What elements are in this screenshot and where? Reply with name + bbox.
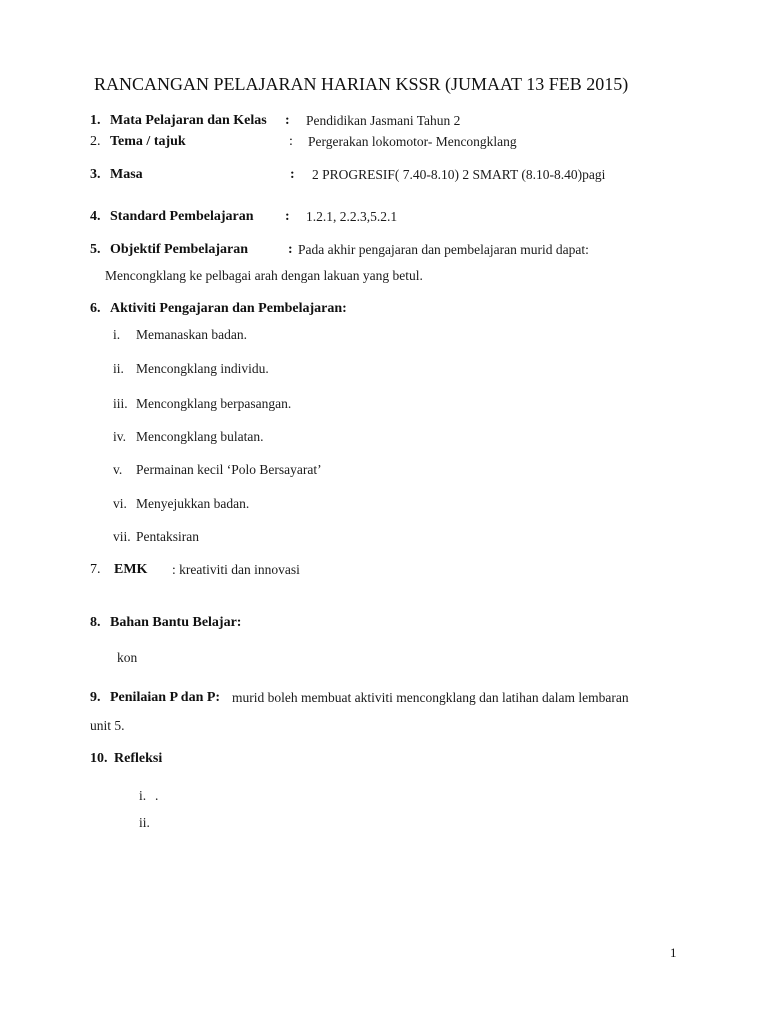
item-9-value: murid boleh membuat aktiviti mencongklang dan latihan dalam lembaran xyxy=(232,690,629,705)
activity-step-numeral: vi. xyxy=(113,496,127,511)
item-7-number: 7. xyxy=(90,562,101,577)
item-1-label: Mata Pelajaran dan Kelas xyxy=(110,113,267,128)
activity-step-text: Mencongklang individu. xyxy=(136,361,269,376)
activity-step-numeral: ii. xyxy=(113,361,124,376)
item-1-number: 1. xyxy=(90,113,101,128)
item-4-colon: : xyxy=(285,209,290,224)
activity-step-text: Menyejukkan badan. xyxy=(136,496,250,511)
item-3-colon: : xyxy=(290,167,295,182)
item-9-label: Penilaian P dan P: xyxy=(110,690,221,705)
reflection-numeral: i. xyxy=(139,788,147,803)
item-9-number: 9. xyxy=(90,690,101,705)
item-5-colon: : xyxy=(288,242,293,257)
item-6-label: Aktiviti Pengajaran dan Pembelajaran: xyxy=(110,301,347,316)
activity-step-numeral: vii. xyxy=(113,529,131,544)
item-5-continuation: Mencongklang ke pelbagai arah dengan lakuan yang betul. xyxy=(105,268,423,283)
reflection-numeral: ii. xyxy=(139,815,150,830)
item-2-label: Tema / tajuk xyxy=(110,134,186,149)
activity-step-text: Pentaksiran xyxy=(136,529,199,544)
item-1-value: Pendidikan Jasmani Tahun 2 xyxy=(306,113,461,128)
item-4-label: Standard Pembelajaran xyxy=(110,209,254,224)
item-3-label: Masa xyxy=(110,167,143,182)
item-5-number: 5. xyxy=(90,242,101,257)
page-number: 1 xyxy=(670,945,677,960)
activity-step-numeral: iv. xyxy=(113,429,126,444)
item-5-value: Pada akhir pengajaran dan pembelajaran murid dapat: xyxy=(298,242,589,257)
activity-step-text: Mencongklang bulatan. xyxy=(136,429,264,444)
activity-step-numeral: i. xyxy=(113,327,121,342)
item-2-number: 2. xyxy=(90,134,101,149)
item-10-number: 10. xyxy=(90,751,108,766)
item-3-number: 3. xyxy=(90,167,101,182)
activity-step-numeral: v. xyxy=(113,462,123,477)
item-2-value: Pergerakan lokomotor- Mencongklang xyxy=(308,134,517,149)
activity-step-numeral: iii. xyxy=(113,396,128,411)
item-8-value: kon xyxy=(117,650,138,665)
item-6-number: 6. xyxy=(90,301,101,316)
item-9-continuation: unit 5. xyxy=(90,718,125,733)
document-title: RANCANGAN PELAJARAN HARIAN KSSR (JUMAAT 13 FEB 2015) xyxy=(94,74,629,94)
item-3-value: 2 PROGRESIF( 7.40-8.10) 2 SMART (8.10-8.40)pagi xyxy=(312,167,606,182)
item-4-value: 1.2.1, 2.2.3,5.2.1 xyxy=(306,209,398,224)
activity-step-text: Memanaskan badan. xyxy=(136,327,247,342)
item-7-label: EMK xyxy=(114,562,148,577)
item-1-colon: : xyxy=(285,113,290,128)
reflection-text: . xyxy=(155,788,159,803)
item-2-colon: : xyxy=(289,134,293,149)
item-10-label: Refleksi xyxy=(114,751,163,766)
item-4-number: 4. xyxy=(90,209,101,224)
item-5-label: Objektif Pembelajaran xyxy=(110,242,249,257)
item-8-number: 8. xyxy=(90,615,101,630)
item-7-value: : kreativiti dan innovasi xyxy=(172,562,300,577)
activity-step-text: Permainan kecil ‘Polo Bersayarat’ xyxy=(136,462,322,477)
activity-step-text: Mencongklang berpasangan. xyxy=(136,396,292,411)
item-8-label: Bahan Bantu Belajar: xyxy=(110,615,242,630)
